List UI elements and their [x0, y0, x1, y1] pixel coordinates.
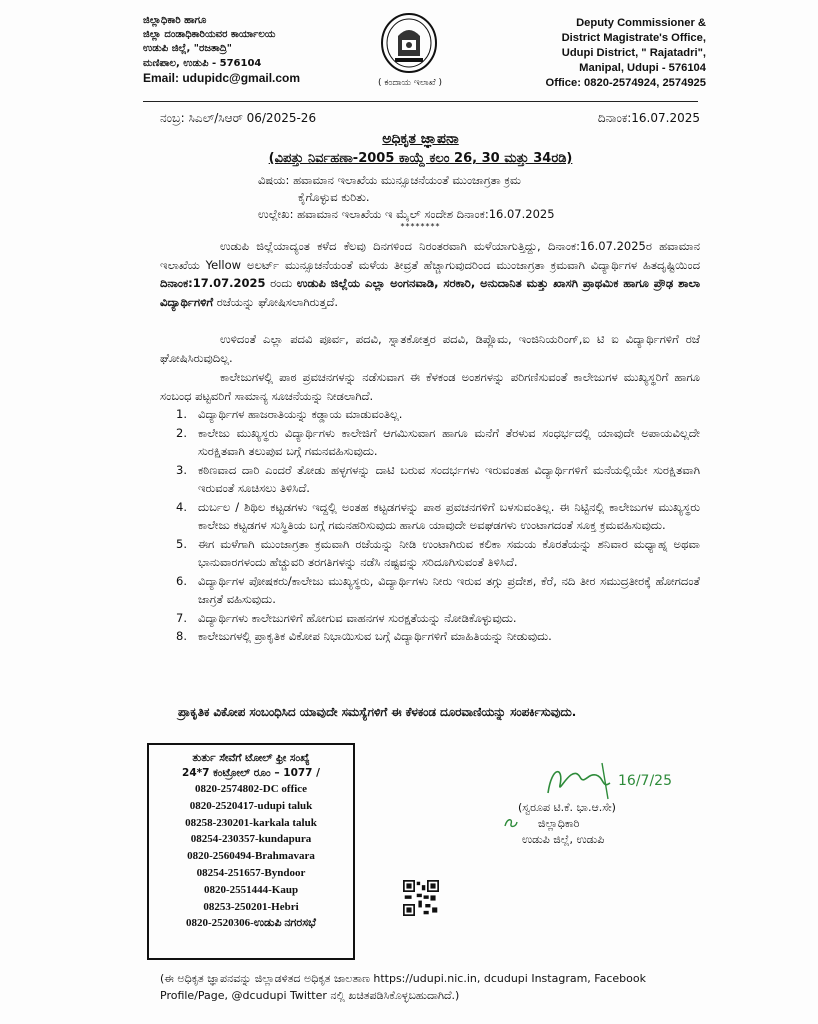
signature-date: 16/7/25: [618, 773, 672, 789]
helpline-number: 0820-2520417-udupi taluk: [189, 799, 313, 812]
signatory-place: ಉಡುಪಿ ಜಿಲ್ಲೆ, ಉಡುಪಿ: [522, 833, 605, 846]
paragraph-instructions-intro: ಕಾಲೇಜುಗಳಲ್ಲಿ ಪಾಠ ಪ್ರವಚನಗಳನ್ನು ನಡೆಸುವಾಗ ಈ ಕೆಳಕಂಡ ಅಂಶಗಳನ್ನು ಪರಿಗಣಿಸುವಂತೆ ಕಾಲೇಜುಗಳ ಮುಖ್ಯಸ್ಥರಿಗೆ ಹಾಗೂ ಸಂಬಂಧ ಪಟ್ಟವರಿಗೆ ಸಾಮಾನ್ಯ ಸೂಚನೆಯನ್ನು ನೀಡಲಾಗಿದೆ.: [160, 370, 700, 403]
list-number: 1.: [176, 407, 187, 421]
list-text: ಈಗ ಮಳೆಗಾಗಿ ಮುಂಜಾಗ್ರತಾ ಕ್ರಮವಾಗಿ ರಜೆಯನ್ನು ನೀಡಿ ಉಂಟಾಗಿರುವ ಕಲಿಕಾ ಸಮಯ ಕೊರತೆಯನ್ನು ಶನಿವಾರ ಮಧ್ಯಾಹ್ನ ಅಥವಾ ಭಾನುವಾರಗಳಂದು ಹೆಚ್ಚುವರಿ ತರಗತಿಗಳನ್ನು ನಡೆಸಿ ನಷ್ಟವನ್ನು ಸರಿದೂಗಿಸುವಂತೆ ತಿಳಿಸಿದೆ.: [198, 536, 700, 569]
header-right-line: Deputy Commissioner &: [576, 17, 706, 29]
helpline-box: [147, 743, 355, 960]
list-item: [176, 461, 700, 498]
header-left-line: ಜಿಲ್ಲಾ ದಂಡಾಧಿಕಾರಿಯವರ ಕಾರ್ಯಾಲಯ: [143, 29, 276, 41]
list-number: 8.: [176, 629, 187, 643]
separator: ********: [400, 222, 441, 231]
header-divider: [143, 101, 698, 102]
qr-code-icon: [403, 880, 439, 916]
helpline-number: 08254-230357-kundapura: [190, 833, 312, 846]
helpline-number: 08254-251657-Byndoor: [196, 866, 306, 879]
list-item: [176, 405, 700, 424]
paragraph-no-holiday: ಉಳಿದಂತೆ ಎಲ್ಲಾ ಪದವಿ ಪೂರ್ವ, ಪದವಿ, ಸ್ನಾತಕೋತ್ತರ ಪದವಿ, ಡಿಪ್ಲೊಮ, ಇಂಜಿನಿಯರಿಂಗ್,ಐ ಟಿ ಐ ವಿದ್ಯಾರ್ಥಿಗಳಿಗೆ ರಜೆ ಘೋಷಿಸಿರುವುದಿಲ್ಲ.: [160, 332, 700, 365]
list-text: ಕಾಲೇಜುಗಳಲ್ಲಿ ಪ್ರಾಕೃತಿಕ ವಿಕೋಪ ನಿಭಾಯಿಸುವ ಬಗ್ಗೆ ವಿದ್ಯಾರ್ಥಿಗಳಿಗೆ ಮಾಹಿತಿಯನ್ನು ನೀಡುವುದು.: [198, 629, 552, 643]
helpline-number: 0820-2551444-Kaup: [203, 883, 299, 896]
header-left-line: ಮಣಿಪಾಲ, ಉಡುಪಿ - 576104: [143, 57, 262, 69]
header-left-line: ಜಿಲ್ಲಾಧಿಕಾರಿ ಹಾಗೂ: [143, 15, 207, 26]
header-left-line: ಉಡುಪಿ ಜಿಲ್ಲೆ, "ರಜತಾದ್ರಿ": [143, 43, 232, 55]
holiday-scope: ಉಡುಪಿ ಜಿಲ್ಲೆಯ ಎಲ್ಲಾ ಅಂಗನವಾಡಿ, ಸರಕಾರಿ, ಅನುದಾನಿತ ಮತ್ತು ಖಾಸಗಿ ಪ್ರಾಥಮಿಕ ಹಾಗೂ ಪ್ರೌಢ ಶಾಲಾ ವಿದ್ಯಾರ್ಥಿಗಳಿಗೆ: [160, 276, 701, 309]
header-left-address: [143, 14, 388, 85]
header-right-line: Manipal, Udupi - 576104: [579, 62, 706, 74]
list-item: [176, 627, 700, 646]
helpline-number: 0820-2560494-Brahmavara: [187, 850, 315, 863]
memo-subtitle: (ವಿಪತ್ತು ನಿರ್ವಹಣಾ-2005 ಕಾಯ್ದೆ ಕಲಂ 26, 30 ಮತ್ತು 34ರಡಿ): [268, 151, 573, 166]
list-text: ಕಠಿಣವಾದ ದಾರಿ ಎಂದರೆ ತೋಡು ಹಳ್ಳಗಳನ್ನು ದಾಟಿ ಬರುವ ಸಂದರ್ಭಗಳು ಇರುವಂತಹ ವಿದ್ಯಾರ್ಥಿಗಳಿಗೆ ಮನೆಯಲ್ಲಿಯೇ ಸುರಕ್ಷಿತವಾಗಿ ಇರುವಂತೆ ಸೂಚಿಸಲು ತಿಳಿಸಿದೆ.: [198, 462, 700, 495]
list-item: [176, 424, 700, 461]
helpline-heading: ತುರ್ತು ಸೇವೆಗೆ ಟೋಲ್ ಫ್ರೀ ಸಂಖ್ಯೆ: [192, 752, 310, 764]
list-number: 7.: [176, 610, 187, 625]
subject-line: ವಿಷಯ: ಹವಾಮಾನ ಇಲಾಖೆಯ ಮುನ್ಸೂಚನೆಯಂತೆ ಮುಂಜಾಗ್ರತಾ ಕ್ರಮ: [258, 173, 521, 187]
list-item: [176, 535, 700, 572]
memo-title: ಅಧಿಕೃತ ಜ್ಞಾಪನಾ: [382, 131, 459, 147]
helpline-number: 0820-2574802-DC office: [194, 783, 308, 795]
reference-email-line: ಉಲ್ಲೇಖ: ಹವಾಮಾನ ಇಲಾಖೆಯ ಇ ಮೈಲ್ ಸಂದೇಶ ದಿನಾಂಕ:16.07.2025: [258, 207, 555, 221]
header-email: Email: udupidc@gmail.com: [143, 70, 301, 85]
list-text: ವಿದ್ಯಾರ್ಥಿಗಳು ಕಾಲೇಜುಗಳಿಗೆ ಹೋಗುವ ವಾಹನಗಳ ಸುರಕ್ಷತೆಯನ್ನು ನೋಡಿಕೊಳ್ಳುವುದು.: [198, 610, 517, 625]
list-text: ವಿದ್ಯಾರ್ಥಿಗಳ ಹಾಜರಾತಿಯನ್ನು ಕಡ್ಡಾಯ ಮಾಡುವಂತಿಲ್ಲ.: [198, 407, 403, 421]
list-number: 4.: [176, 499, 187, 514]
footer-note: (ಈ ಅಧಿಕೃತ ಜ್ಞಾಪನವನ್ನು ಜಿಲ್ಲಾಡಳಿತದ ಅಧಿಕೃತ ಜಾಲತಾಣ https://udupi.nic.in, dcudupi Instagram, Facebook Profile/Page, @dcudupi Twitter ನಲ್ಲಿ ಖಚಿತಪಡಿಸಿಕೊಳ್ಳಬಹುದಾಗಿದೆ.): [160, 972, 646, 1002]
instructions-list: [176, 405, 700, 646]
list-item: [176, 498, 700, 535]
header-right-line: Udupi District, " Rajatadri",: [561, 47, 706, 59]
signatory-name: (ಸ್ವರೂಪ ಟಿ.ಕೆ. ಭಾ.ಆ.ಸೇ): [518, 801, 616, 814]
karnataka-emblem-icon: [380, 12, 438, 74]
list-text: ವಿದ್ಯಾರ್ಥಿಗಳ ಪೋಷಕರು/ಕಾಲೇಜು ಮುಖ್ಯಸ್ಥರು, ವಿದ್ಯಾರ್ಥಿಗಳು ನೀರು ಇರುವ ತಗ್ಗು ಪ್ರದೇಶ, ಕೆರೆ, ನದಿ ತೀರ ಸಮುದ್ರತೀರಕ್ಕೆ ಹೋಗದಂತೆ ಜಾಗ್ರತೆ ವಹಿಸುವುದು.: [198, 573, 700, 606]
helpline-number: 08253-250201-Hebri: [203, 900, 299, 913]
list-text: ಕಾಲೇಜು ಮುಖ್ಯಸ್ಥರು ವಿದ್ಯಾರ್ಥಿಗಳು ಕಾಲೇಜಿಗೆ ಆಗಮಿಸುವಾಗ ಹಾಗೂ ಮನೆಗೆ ತೆರಳುವ ಸಂಧರ್ಭದಲ್ಲಿ ಯಾವುದೇ ಅಪಾಯವಿಲ್ಲದೇ ಸುರಕ್ಷಿತವಾಗಿ ತಲುಪುವ ಬಗ್ಗೆ ಗಮನವಹಿಸುವುದು.: [198, 425, 700, 458]
contact-callout: ಪ್ರಾಕೃತಿಕ ವಿಕೋಪ ಸಂಬಂಧಿಸಿದ ಯಾವುದೇ ಸಮಸ್ಯೆಗಳಿಗೆ ಈ ಕೆಳಕಂಡ ದೂರವಾಣಿಯನ್ನು ಸಂಪರ್ಕಿಸುವುದು.: [178, 705, 577, 719]
reference-number: ನಂಬ್ರ: ಸಿಎಲ್/ಸಿಆರ್ 06/2025-26: [160, 111, 317, 125]
list-number: 5.: [176, 536, 187, 551]
header-right-line: Office: 0820-2574924, 2574925: [545, 77, 706, 89]
helpline-number: 08258-230201-karkala taluk: [185, 816, 317, 829]
holiday-date: ದಿನಾಂಕ:17.07.2025: [160, 276, 266, 290]
list-item: [176, 609, 700, 628]
subject-line-continued: ಕೈಗೊಳ್ಳುವ ಕುರಿತು.: [298, 190, 370, 204]
list-number: 6.: [176, 573, 187, 588]
reference-line: [160, 111, 700, 126]
helpline-number: 0820-2520306-ಉಡುಪಿ ನಗರಸಭೆ: [186, 917, 316, 930]
list-item: [176, 572, 700, 609]
control-room-heading: 24*7 ಕಂಟ್ರೋಲ್ ರೂಂ – 1077 /: [182, 767, 320, 779]
list-number: 3.: [176, 462, 187, 477]
paragraph-text: ರಂದು: [270, 276, 293, 290]
paragraph-text: ಉಡುಪಿ ಜಿಲ್ಲೆಯಾದ್ಯಂತ ಕಳೆದ ಕೆಲವು ದಿನಗಳಿಂದ ನಿರಂತರವಾಗಿ ಮಳೆಯಾಗುತ್ತಿದ್ದು, ದಿನಾಂಕ:16.07.2025ರ ಹವಾಮಾನ ಇಲಾಖೆಯ Yellow ಅಲರ್ಟ್ ಮುನ್ಸೂಚನೆಯಂತೆ ಮಳೆಯ ತೀವ್ರತೆ ಹೆಚ್ಚಾಗುವುದರಿಂದ ಮುಂಜಾಗ್ರತಾ ಕ್ರಮವಾಗಿ ವಿದ್ಯಾರ್ಥಿಗಳ ಹಿತದೃಷ್ಟಿಯಿಂದ: [160, 239, 700, 272]
reference-date: ದಿನಾಂಕ:16.07.2025: [597, 111, 700, 125]
signature-icon: [538, 755, 688, 805]
header-right-line: District Magistrate's Office,: [561, 32, 706, 44]
emblem-caption: ( ಕಂದಾಯ ಇಲಾಖೆ ): [377, 78, 443, 88]
initial-mark-icon: [503, 816, 519, 830]
paragraph-holiday: [160, 237, 700, 311]
header-right-address: [516, 16, 706, 91]
list-number: 2.: [176, 425, 187, 440]
list-text: ದುರ್ಬಲ / ಶಿಥಿಲ ಕಟ್ಟಡಗಳು ಇದ್ದಲ್ಲಿ ಅಂತಹ ಕಟ್ಟಡಗಳನ್ನು ಪಾಠ ಪ್ರವಚನಗಳಿಗೆ ಬಳಸುವಂತಿಲ್ಲ. ಈ ನಿಟ್ಟಿನಲ್ಲಿ ಕಾಲೇಜುಗಳ ಮುಖ್ಯಸ್ಥರು ಕಾಲೇಜು ಕಟ್ಟಡಗಳ ಸುಸ್ಥಿತಿಯ ಬಗ್ಗೆ ಗಮನಹರಿಸುವುದು ಹಾಗೂ ಯಾವುದೇ ಅವಘಡಗಳು ಉಂಟಾಗದಂತೆ ಸೂಕ್ತ ಕ್ರಮವಹಿಸುವುದು.: [198, 499, 700, 532]
signatory-designation: ಜಿಲ್ಲಾಧಿಕಾರಿ: [538, 817, 580, 830]
paragraph-text: ರಜೆಯನ್ನು ಘೋಷಿಸಲಾಗಿರುತ್ತದೆ.: [216, 294, 339, 309]
